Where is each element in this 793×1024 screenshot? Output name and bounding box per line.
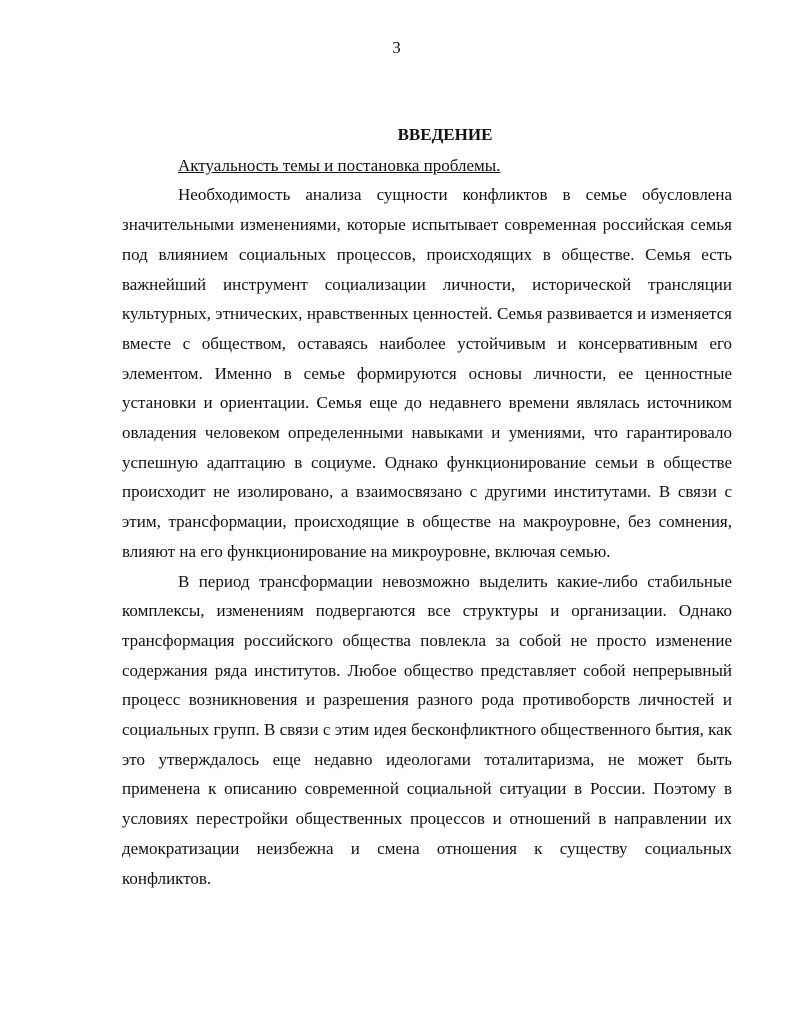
section-title: ВВЕДЕНИЕ <box>397 125 493 144</box>
paragraph-1: Необходимость анализа сущности конфликтов в семье обусловлена значительными изменениями, которые испытывает современная российская семья под влиянием социальных процессов, происходящих в обществе. Семья есть важнейший инструмент социализации личности, исторической трансляции культурных, этнических, нравственных ценностей. Семья развивается и изменяется вместе с обществом, оставаясь наиболее устойчивым и консервативным его элементом. Именно в семье формируются основы личности, ее ценностные установки и ориентации. Семья еще до недавнего времени являлась источником овладения человеком определенными навыками и умениями, что гарантировало успешную адаптацию в социуме. Однако функционирование семьи в обществе происходит не изолировано, а взаимосвязано с другими институтами. В связи с этим, трансформации, происходящие в обществе на макроуровне, без сомнения, влияют на его функционирование на микроуровне, включая семью. <box>122 185 732 561</box>
page-number: 3 <box>392 38 401 57</box>
paragraph-2: В период трансформации невозможно выделить какие-либо стабильные комплексы, изменениям подвергаются все структуры и организации. Однако трансформация российского общества повлекла за собой не просто изменение содержания ряда институтов. Любое общество представляет собой непрерывный процесс возникновения и разрешения разного рода противоборств личностей и социальных групп. В связи с этим идея бесконфликтного общественного бытия, как это утверждалось еще недавно идеологами тоталитаризма, не может быть применена к описанию современной социальной ситуации в России. Поэтому в условиях перестройки общественных процессов и отношений в направлении их демократизации неизбежна и смена отношения к существу социальных конфликтов. <box>122 571 732 888</box>
document-body <box>122 120 732 893</box>
subheading: Актуальность темы и постановка проблемы. <box>178 155 501 175</box>
